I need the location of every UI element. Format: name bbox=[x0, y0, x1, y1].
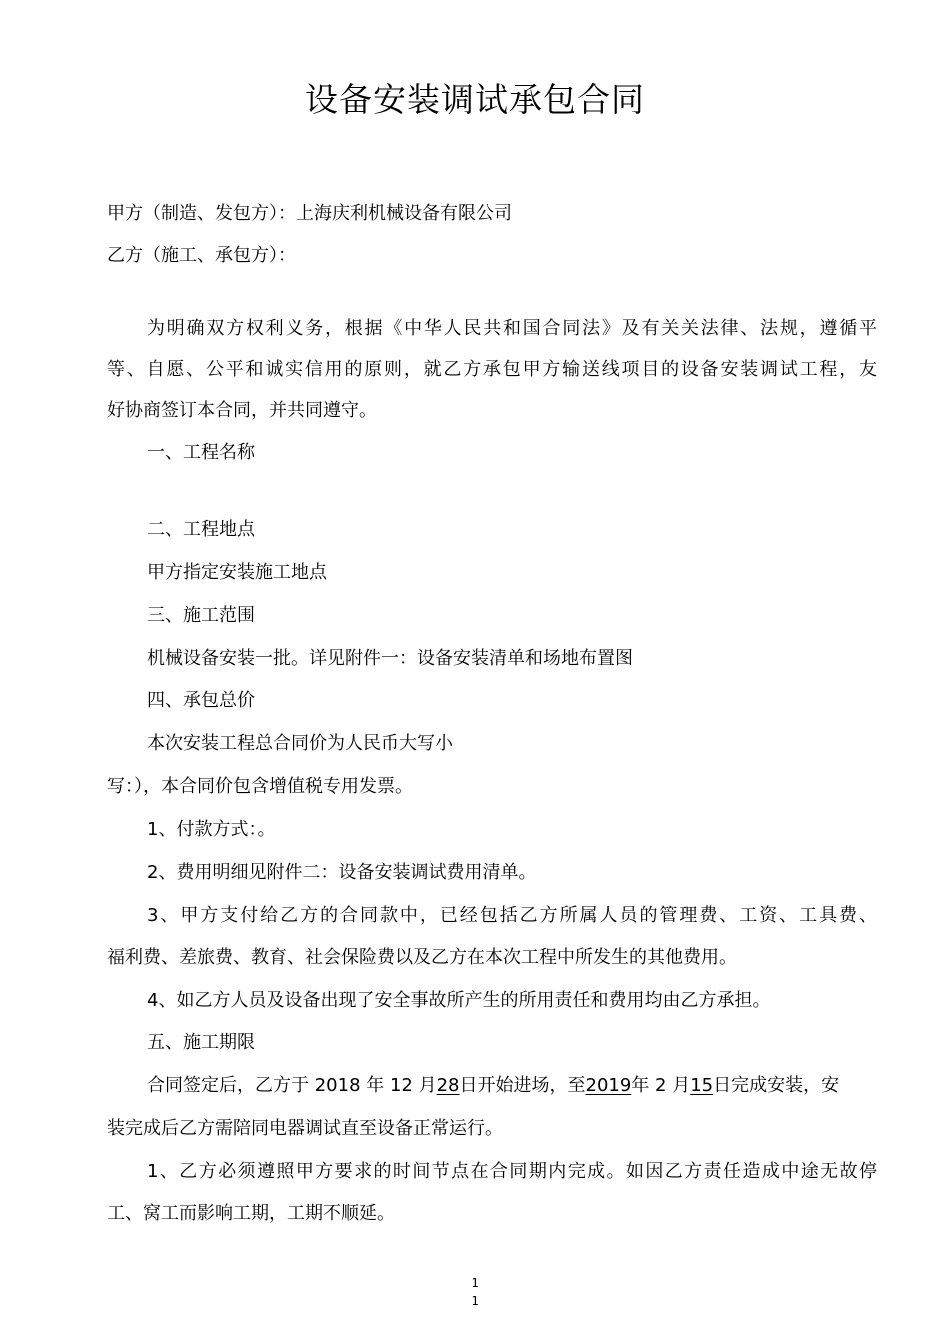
safety-liability: 4、如乙方人员及设备出现了安全事故所产生的所用责任和费用均由乙方承担。 bbox=[147, 990, 771, 1011]
party-b: 乙方（施工、承包方）： bbox=[107, 245, 296, 266]
fee-details: 2、费用明细见附件二：设备安装调试费用清单。 bbox=[147, 862, 537, 883]
section-4-heading: 四、承包总价 bbox=[147, 690, 255, 711]
fee-inclusion-line-1: 3、甲方支付给乙方的合同款中，已经包括乙方所属人员的管理费、工资、工具费、 bbox=[147, 905, 877, 926]
document-title: 设备安装调试承包合同 bbox=[305, 80, 645, 119]
schedule-text: 日完成安装，安 bbox=[713, 1075, 840, 1096]
start-day: 28 bbox=[436, 1075, 460, 1096]
page-number: 1 bbox=[471, 1276, 479, 1290]
deadline-clause-line-2: 工、窝工而影响工期，工期不顺延。 bbox=[107, 1203, 395, 1224]
section-3-text: 机械设备安装一批。详见附件一：设备安装清单和场地布置图 bbox=[147, 648, 633, 669]
intro-line-2: 等、自愿、公平和诚实信用的原则，就乙方承包甲方输送线项目的设备安装调试工程，友 bbox=[107, 359, 877, 380]
schedule-text: 年 2 月 bbox=[631, 1075, 691, 1096]
deadline-clause-line-1: 1、乙方必须遵照甲方要求的时间节点在合同期内完成。如因乙方责任造成中途无故停 bbox=[147, 1161, 877, 1182]
intro-line-1: 为明确双方权利义务，根据《中华人民共和国合同法》及有关关法律、法规，遵循平 bbox=[147, 318, 877, 339]
section-3-heading: 三、施工范围 bbox=[147, 605, 255, 626]
intro-line-3: 好协商签订本合同，并共同遵守。 bbox=[107, 400, 377, 421]
page-total: 1 bbox=[471, 1294, 479, 1308]
section-4-text-2: 写：），本合同价包含增值税专用发票。 bbox=[107, 776, 413, 797]
section-1-heading: 一、工程名称 bbox=[147, 442, 255, 463]
payment-method: 1、付款方式：。 bbox=[147, 819, 276, 840]
section-2-heading: 二、工程地点 bbox=[147, 519, 255, 540]
section-2-text: 甲方指定安装施工地点 bbox=[147, 562, 327, 583]
section-4-text-1: 本次安装工程总合同价为人民币大写小 bbox=[147, 733, 453, 754]
schedule-text: 日开始进场，至 bbox=[459, 1075, 586, 1096]
fee-inclusion-line-2: 福利费、差旅费、教育、社会保险费以及乙方在本次工程中所发生的其他费用。 bbox=[107, 947, 737, 968]
schedule-text: 合同签定后，乙方于 2018 年 12 月 bbox=[147, 1075, 437, 1096]
party-a: 甲方（制造、发包方）：上海庆利机械设备有限公司 bbox=[107, 203, 512, 224]
schedule-line-1 bbox=[147, 1073, 877, 1099]
section-5-heading: 五、施工期限 bbox=[147, 1032, 255, 1053]
schedule-line-2: 装完成后乙方需陪同电器调试直至设备正常运行。 bbox=[107, 1118, 503, 1139]
end-year: 2019 bbox=[585, 1075, 632, 1096]
end-day: 15 bbox=[690, 1075, 714, 1096]
